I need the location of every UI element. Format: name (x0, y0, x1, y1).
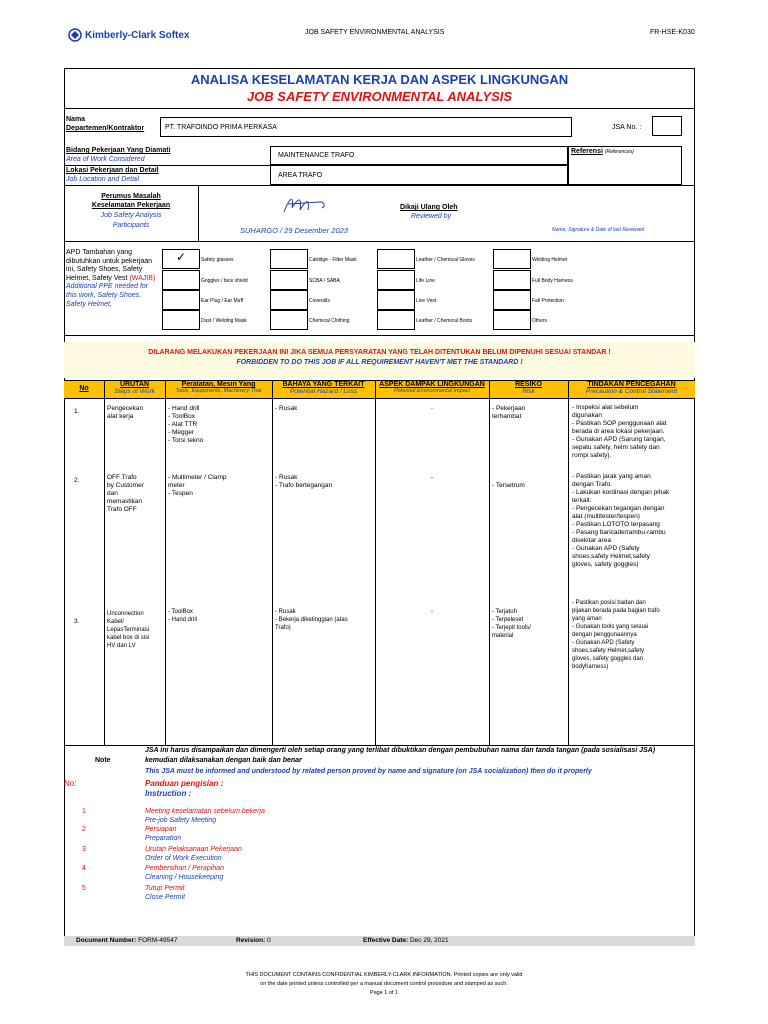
ppe-checkbox[interactable] (270, 270, 308, 290)
column-header: No (79, 385, 89, 392)
doc-header-code: FR-HSE-K030 (650, 29, 695, 36)
column-header: Peralatan, Mesin Yang Tools, Equipments, Machinery That (175, 381, 262, 394)
table-cell-no: 2. (74, 477, 80, 484)
ppe-checkbox[interactable] (377, 270, 415, 290)
ppe-checkbox[interactable] (270, 290, 308, 310)
title-id: ANALISA KESELAMATAN KERJA DAN ASPEK LINGKUNGAN (190, 72, 569, 87)
instruction-item-id: Meeting keselamatan sebelum bekerja (145, 808, 265, 815)
table-cell-tools: - ToolBox - Hand drill (168, 609, 198, 623)
instruction-number: 3 (82, 846, 86, 853)
ppe-label: Leather / Chemical Gloves (416, 257, 475, 263)
note-id-2: kemudian dilaksanakan dengan baik dan benar (145, 757, 302, 764)
signer: SUHARGO / 29 Desember 2023 (240, 226, 348, 235)
ppe-label: Fall Protection (532, 298, 564, 304)
column-header: URUTAN Steps of Work (114, 381, 155, 395)
doc-number: Document Number: FORM-49547 (76, 937, 178, 944)
ppe-label: SCBA / SABA (309, 278, 340, 284)
instruction-number: 1 (82, 808, 86, 815)
instruction-number: 4 (82, 865, 86, 872)
ppe-label: Goggles / face shield (201, 278, 248, 284)
company-logo (68, 28, 189, 42)
revision: Revision: 0 (236, 937, 271, 944)
ppe-label: Dust / Welding Mask (201, 318, 247, 324)
ppe-checkbox[interactable] (493, 290, 531, 310)
instruction-title-en: Instruction : (145, 789, 192, 798)
title-en: JOB SAFETY ENVIRONMENTAL ANALYSIS (246, 89, 513, 104)
dikaji-en: Reviewed by (411, 213, 452, 220)
instruction-item-en: Order of Work Execution (145, 855, 222, 862)
referensi-label: Referensi (References) (571, 148, 634, 155)
instruction-item-id: Urutan Pelaksanaan Pekerjaan (145, 846, 242, 853)
effective-date: Effective Date: Dec 29, 2021 (363, 937, 449, 944)
bidang-value: MAINTENANCE TRAFO (278, 152, 355, 159)
table-cell-step: Pengecekan alat kerja (107, 405, 144, 420)
ppe-label: Leather / Chemical Boots (416, 318, 473, 324)
ppe-checkbox[interactable] (493, 249, 531, 269)
confidential-1: THIS DOCUMENT CONTAINS CONFIDENTIAL KIMBERLY-CLARK INFORMATION. Printed copies are only valid (245, 972, 523, 978)
instruction-no-label: No: (64, 779, 77, 788)
table-cell-hazard: - Rusak - Bekerja diketinggian (atas Trafo) (275, 609, 348, 631)
instruction-title-id: Panduan pengisian : (145, 779, 224, 788)
note-en: This JSA must be informed and understood by related person proved by name and signature (on JSA socialization) then do it properly (145, 768, 592, 775)
instruction-item-en: Preparation (145, 835, 182, 842)
instruction-item-id: Tutup Permit (145, 885, 185, 892)
perumus-label-1: Perumus Masalah (101, 193, 161, 200)
ppe-checkbox[interactable] (162, 270, 200, 290)
warning-id: DILARANG MELAKUKAN PEKERJAAN INI JIKA SEMUA PERSYARATAN YANG TELAH DITENTUKAN BELUM DIPENUHI SESUAI STANDAR ! (148, 349, 611, 356)
logo-text: Kimberly-Clark Softex (85, 29, 190, 41)
bidang-en: Area of Work Considered (66, 156, 145, 163)
perumus-en-1: Job Safety Analysis (100, 212, 162, 219)
kimberly-clark-logo-icon (68, 28, 82, 42)
instruction-number: 5 (82, 885, 86, 892)
ppe-label: Welding Helmet (532, 257, 568, 263)
page-number: Page 1 of 1 (369, 990, 399, 996)
instruction-item-en: Cleaning / Housekeeping (145, 874, 224, 881)
column-header: BAHAYA YANG TERKAIT Potential Hazard / Loss (282, 381, 365, 395)
column-header: RESIKO Risk (515, 381, 542, 395)
table-cell-no: 1. (74, 408, 80, 415)
note-label: Note (95, 757, 111, 764)
signature-image (280, 192, 330, 218)
lokasi-value: AREA TRAFO (278, 172, 323, 179)
ppe-label: Catridge - Filter Mask (309, 257, 357, 263)
ppe-label: Ear Plug / Ear Muff (201, 298, 244, 304)
warning-en: FORBIDDEN TO DO THIS JOB IF ALL REQUIREMENT HAVEN'T MET THE STANDARD ! (236, 359, 523, 366)
table-cell-hazard: - Rusak (275, 405, 298, 412)
instruction-item-id: Pembersihan / Perapihan (145, 865, 224, 872)
table-cell-risk: - Terjatuh - Terpeleset - Terjepit tools/ material (492, 609, 531, 639)
jsa-no-field[interactable] (652, 116, 682, 136)
instruction-item-en: Close Permit (145, 894, 186, 901)
contractor-value: PT. TRAFOINDO PRIMA PERKASA (165, 124, 277, 131)
column-header: ASPEK DAMPAK LINGKUNGAN Potential Environmental Impact (379, 381, 485, 394)
doc-header-title: JOB SAFETY ENVIRONMENTAL ANALYSIS (305, 29, 445, 36)
dikaji-label: Dikaji Ulang Oleh (400, 204, 458, 211)
confidential-2: on the date printed unless controlled per a manual document control procedure and stamped as such. (260, 981, 508, 987)
column-header: TINDAKAN PENCEGAHAN Precaution & Control Statement (585, 381, 678, 395)
ppe-label: Others (532, 318, 548, 324)
lokasi-label: Lokasi Pekerjaan dan Detail (66, 167, 159, 174)
lokasi-en: Job Location and Detail (66, 176, 140, 183)
table-cell-env: - (430, 405, 434, 412)
ppe-label: Chemical Clothing (309, 318, 350, 324)
ppe-label: Live Vest (416, 298, 437, 304)
ppe-checkbox[interactable] (162, 310, 200, 330)
last-reviewed: Name, Signature & Date of last Reviewed (552, 227, 645, 233)
table-cell-no: 3. (74, 618, 80, 625)
instruction-item-id: Persiapan (145, 826, 177, 833)
dept-label: Departemen/Kontraktor (66, 125, 145, 132)
ppe-checkbox[interactable] (270, 310, 308, 330)
table-cell-env: - (430, 474, 434, 481)
ppe-checkbox[interactable] (270, 249, 308, 269)
ppe-checkbox[interactable]: ✓ (162, 249, 200, 269)
table-cell-env: - (431, 609, 433, 615)
ppe-description: APD Tambahan yang dibutuhkan untuk pekerjaan ini, Safety Shoes, Safety Helmet, Safety Vest (WAJIB) Additional PPE needed for this work, Safety Shoes, Safety Helmet, (66, 249, 156, 308)
ppe-label: Full Body Harness (532, 278, 573, 284)
ppe-checkbox[interactable] (377, 249, 415, 269)
perumus-en-2: Participants (112, 222, 150, 229)
ppe-checkbox[interactable] (377, 290, 415, 310)
ppe-checkbox[interactable] (493, 310, 531, 330)
ppe-checkbox[interactable] (377, 310, 415, 330)
table-cell-control: - Inspeksi alat sebelum digunakan - Pastikan SOP penggunaan alat berada di area lokasi pekerjaan. - Gunakan APD (Sarung tangan, sepatu safety, helm safety dan rompi safety). (572, 404, 667, 459)
ppe-label: Life Line (416, 278, 435, 284)
table-cell-step: OFF Trafo by Customer dan memastikan Trafo OFF (107, 474, 144, 513)
perumus-label-2: Keselamatan Pekerjaan (91, 202, 171, 209)
instruction-number: 2 (82, 826, 86, 833)
instruction-item-en: Pre-job Safety Meeting (145, 817, 217, 824)
table-cell-tools: - Hand drill - ToolBox - Alat TTR - Megger - Torsi tekno (168, 405, 204, 444)
nama-label: Nama (66, 116, 86, 123)
ppe-label: Coveralls (309, 298, 330, 304)
bidang-label: Bidang Pekerjaan Yang Diamati (66, 147, 171, 154)
table-cell-control: - Pastikan posisi badan dan pijakan berada pada bagian trafo yang aman - Gunakan tools yang sesuai dengan penggunaannya - Gunakan APD (Safety shoes,safety Helmet,safety gloves, safety goggles dan bodyharness) (572, 600, 660, 670)
table-cell-step: Unconnection Kabel/ LepasTerminasi kabel box di sisi HV dan LV (107, 611, 150, 649)
ppe-label: Safety glasses (201, 257, 234, 263)
ppe-checkbox[interactable] (162, 290, 200, 310)
table-cell-control: - Pastikan jarak yang aman dengan Trafo. - Lakukan kordinasi dengan pihak terkait. - Pengecekan tegangan dengan alat (multitester/tespen) - Pastikan LOTOTO terpasang - Pasang baricade/rambu-rambu disekitar area - Gunakan APD (Safety shoes,safety Helmet,safety gloves, safety goggles) (572, 473, 670, 568)
ppe-checkbox[interactable] (493, 270, 531, 290)
table-cell-risk: - Tersetrum (492, 482, 525, 489)
note-id-1: JSA ini harus disampaikan dan dimengerti oleh setiap orang yang terlibat dibuktikan dengan pembubuhan nama dan tanda tangan (pada sosialisasi JSA) (145, 747, 656, 754)
table-cell-hazard: - Rusak - Trafo bertegangan (275, 474, 333, 489)
table-cell-risk: - Pekerjaan terhambat (492, 405, 526, 420)
jsa-no-label: JSA No. : (612, 124, 642, 131)
table-cell-tools: - Multimeter / Clamp meter - Tespen (168, 474, 227, 497)
